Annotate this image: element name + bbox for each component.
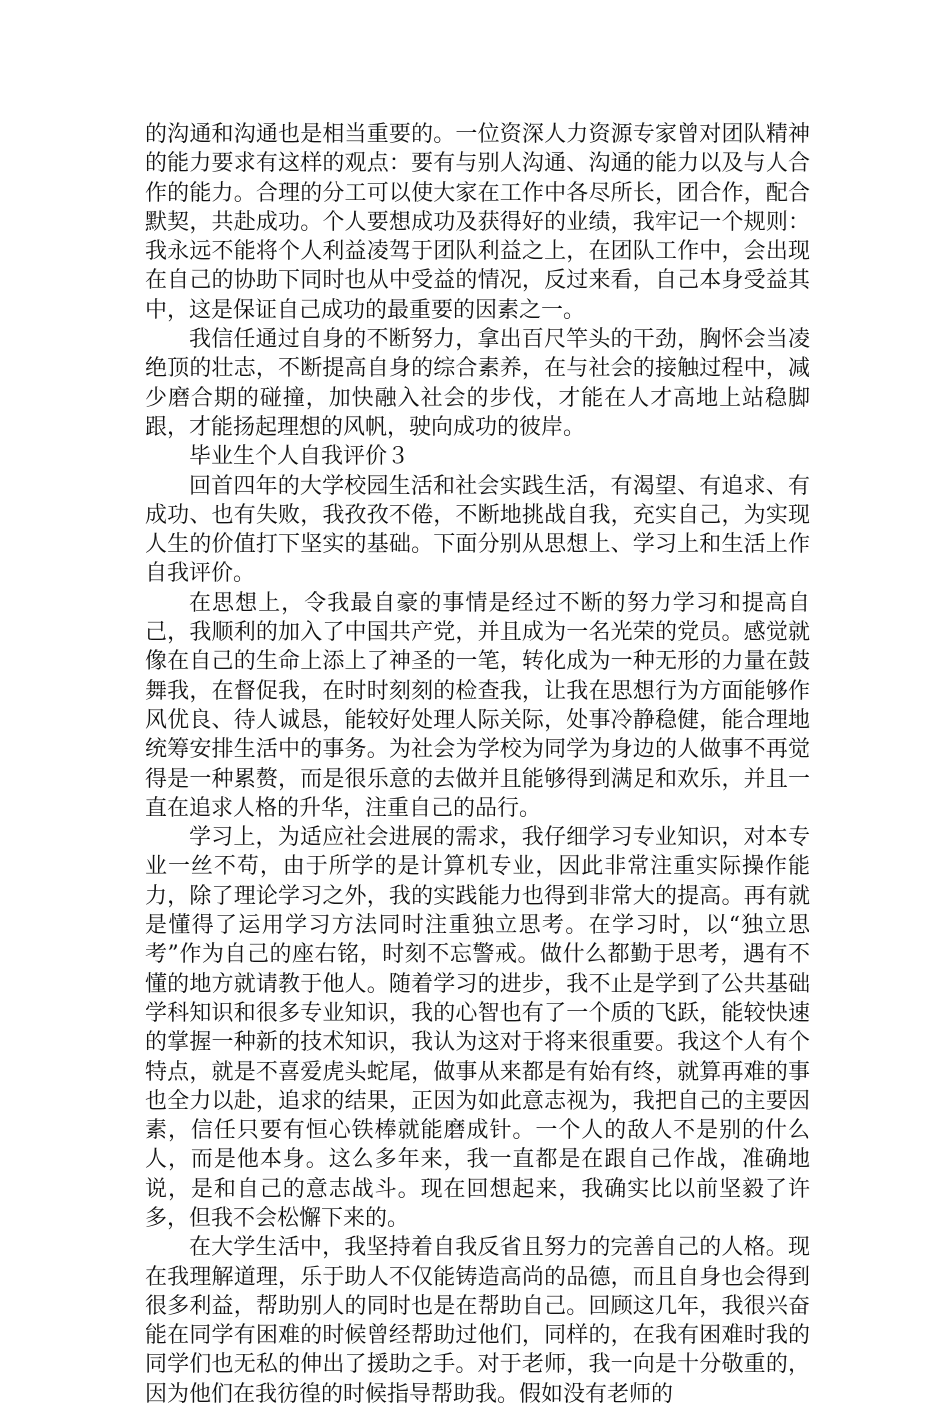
document-page <box>145 120 810 1409</box>
paragraph-life: 在大学生活中，我坚持着自我反省且努力的完善自己的人格。现在我理解道理，乐于助人不仅能铸造高尚的品德，而且自身也会得到很多利益，帮助别人的同时也是在帮助自己。回顾这几年，我很兴奋能在同学有困难的时候曾经帮助过他们，同样的，在我有困难时我的同学们也无私的伸出了援助之手。对于老师，我一向是十分敬重的，因为他们在我彷徨的时候指导帮助我。假如没有老师的 <box>145 1235 810 1407</box>
paragraph-teamwork-continued: 的沟通和沟通也是相当重要的。一位资深人力资源专家曾对团队精神的能力要求有这样的观点：要有与别人沟通、沟通的能力以及与人合作的能力。合理的分工可以使大家在工作中各尽所长，团合作，配合默契，共赴成功。个人要想成功及获得好的业绩，我牢记一个规则：我永远不能将个人利益凌驾于团队利益之上，在团队工作中，会出现在自己的协助下同时也从中受益的情况，反过来看，自己本身受益其中，这是保证自己成功的最重要的因素之一。 <box>145 122 810 323</box>
paragraph-university-review: 回首四年的大学校园生活和社会实践生活，有渴望、有追求、有成功、也有失败，我孜孜不倦，不断地挑战自我，充实自己，为实现人生的价值打下坚实的基础。下面分别从思想上、学习上和生活上作自我评价。 <box>145 473 810 587</box>
paragraph-self-effort: 我信任通过自身的不断努力，拿出百尺竿头的干劲，胸怀会当凌绝顶的壮志，不断提高自身的综合素养，在与社会的接触过程中，减少磨合期的碰撞，加快融入社会的步伐，才能在人才高地上站稳脚跟，才能扬起理想的风帆，驶向成功的彼岸。 <box>145 327 810 440</box>
paragraph-study: 学习上，为适应社会进展的需求，我仔细学习专业知识，对本专业一丝不苟，由于所学的是计算机专业，因此非常注重实际操作能力，除了理论学习之外，我的实践能力也得到非常大的提高。再有就是懂得了运用学习方法同时注重独立思考。在学习时，以“独立思考”作为自己的座右铭，时刻不忘警戒。做什么都勤于思考，遇有不懂的地方就请教于他人。随着学习的进步，我不止是学到了公共基础学科知识和很多专业知识，我的心智也有了一个质的飞跃，能较快速的掌握一种新的技术知识，我认为这对于将来很重要。我这个人有个特点，就是不喜爱虎头蛇尾，做事从来都是有始有终，就算再难的事也全力以赴，追求的结果，正因为如此意志视为，我把自己的主要因素，信任只要有恒心铁棒就能磨成针。一个人的敌人不是别的什么人，而是他本身。这么多年来，我一直都是在跟自己作战，准确地说，是和自己的意志战斗。现在回想起来，我确实比以前坚毅了许多，但我不会松懈下来的。 <box>145 825 810 1231</box>
section-heading: 毕业生个人自我评价３ <box>189 444 410 470</box>
paragraph-ideology: 在思想上，令我最自豪的事情是经过不断的努力学习和提高自己，我顺利的加入了中国共产党，并且成为一名光荣的党员。感觉就像在自己的生命上添上了神圣的一笔，转化成为一种无形的力量在鼓舞我，在督促我，在时时刻刻的检查我，让我在思想行为方面能够作风优良、待人诚恳，能较好处理人际关际，处事冷静稳健，能合理地统筹安排生活中的事务。为社会为学校为同学为身边的人做事不再觉得是一种累赘，而是很乐意的去做并且能够得到满足和欢乐，并且一直在追求人格的升华，注重自己的品行。 <box>145 590 810 821</box>
